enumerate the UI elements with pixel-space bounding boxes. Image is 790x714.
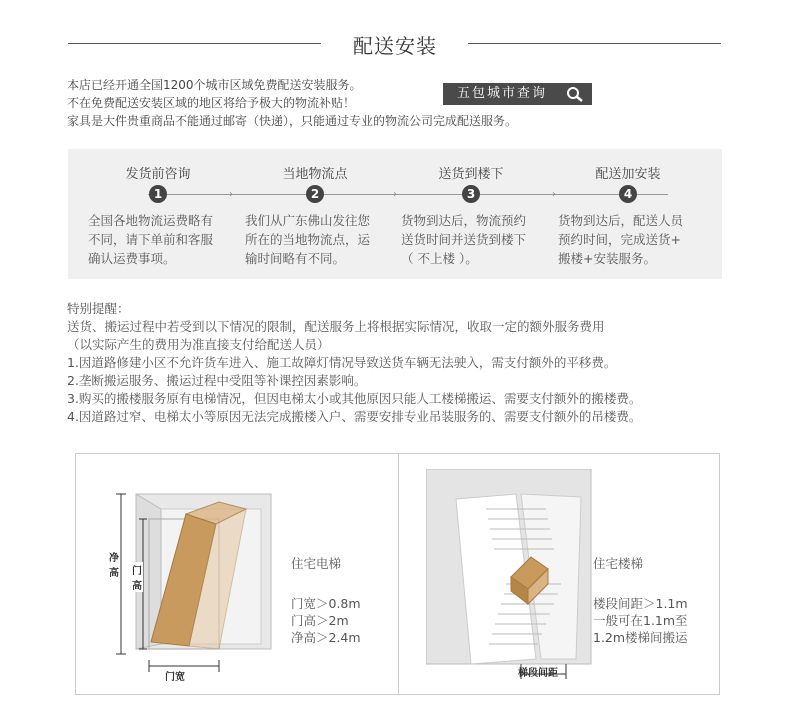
door-height-label: 门高 bbox=[132, 562, 143, 592]
notes-line: （以实际产生的费用为准直接支付给配送人员） bbox=[67, 337, 330, 352]
delivery-steps bbox=[68, 149, 722, 279]
city-query-label: 五包城市查询 bbox=[457, 86, 548, 101]
illustration-divider bbox=[398, 454, 399, 694]
step-4-title: 配送加安装 bbox=[595, 167, 661, 182]
stairs-spec: 楼段间距＞1.1m bbox=[593, 596, 688, 611]
step-1-title: 发货前咨询 bbox=[125, 167, 191, 182]
arrow-icon: › bbox=[393, 189, 397, 200]
intro-line-2: 不在免费配送安装区域的地区将给予极大的物流补贴！ bbox=[67, 96, 356, 110]
size-illustrations bbox=[75, 453, 720, 695]
intro-line-3: 家具是大件贵重商品不能通过邮寄（快递），只能通过专业的物流公司完成配送服务。 bbox=[67, 114, 518, 128]
step-1-number: 1 bbox=[149, 185, 167, 203]
elevator-title: 住宅电梯 bbox=[291, 556, 342, 571]
elevator-spec: 门高＞2m bbox=[291, 613, 349, 628]
stair-span-label: 梯段间距 bbox=[518, 668, 558, 679]
notes-line: 送货、搬运过程中若受到以下情况的限制，配送服务上将根据实际情况，收取一定的额外服务费用 bbox=[67, 319, 605, 334]
page-title: 配送安装 bbox=[353, 34, 437, 58]
stairs-spec: 1.2m楼梯间搬运 bbox=[593, 630, 688, 645]
step-2-number: 2 bbox=[306, 185, 324, 203]
stairs-illustration bbox=[426, 469, 606, 684]
steps-connector bbox=[148, 194, 668, 195]
step-2-desc: 我们从广东佛山发往您 所在的当地物流点，运 输时间略有不同。 bbox=[245, 213, 371, 266]
stairs-spec: 一般可在1.1m至 bbox=[593, 613, 688, 628]
notes-line: 3.购买的搬楼服务原有电梯情况，但因电梯太小或其他原因只能人工楼梯搬运、需要支付额外的搬楼费。 bbox=[67, 391, 642, 406]
door-width-label: 门宽 bbox=[165, 672, 185, 683]
step-4-number: 4 bbox=[619, 185, 637, 203]
net-height-label: 净高 bbox=[109, 549, 120, 579]
stairs-title: 住宅楼梯 bbox=[593, 556, 644, 571]
arrow-icon: › bbox=[552, 189, 556, 200]
arrow-icon: › bbox=[229, 189, 233, 200]
step-2-title: 当地物流点 bbox=[282, 167, 348, 182]
notes-line: 2.垄断搬运服务、搬运过程中受阻等补课控因素影响。 bbox=[67, 373, 367, 388]
step-1-desc: 全国各地物流运费略有 不同，请下单前和客服 确认运费事项。 bbox=[88, 213, 214, 266]
step-4-desc: 货物到达后，配送人员 预约时间，完成送货+ 搬楼+安装服务。 bbox=[558, 213, 684, 266]
intro-line-1: 本店已经开通全国1200个城市区域免费配送安装服务。 bbox=[67, 78, 362, 92]
step-3-desc: 货物到达后，物流预约 送货时间并送货到楼下 （ 不上楼 ）。 bbox=[401, 213, 527, 266]
elevator-spec: 门宽＞0.8m bbox=[291, 596, 361, 611]
search-icon bbox=[566, 86, 584, 102]
step-3-number: 3 bbox=[462, 185, 480, 203]
notes-heading: 特别提醒： bbox=[67, 301, 130, 316]
step-3-title: 送货到楼下 bbox=[438, 167, 504, 182]
notes-line: 4.因道路过窄、电梯太小等原因无法完成搬楼入户、需要安排专业吊装服务的、需要支付额外的吊楼费。 bbox=[67, 409, 642, 424]
special-notes bbox=[67, 300, 641, 426]
elevator-spec: 净高＞2.4m bbox=[291, 630, 361, 645]
elevator-illustration bbox=[101, 474, 281, 684]
title-line-right bbox=[468, 43, 721, 44]
notes-line: 1.因道路修建小区不允许货车进入、施工故障灯情况导致送货车辆无法驶入，需支付额外的平移费。 bbox=[67, 355, 617, 370]
city-query-button[interactable] bbox=[443, 83, 592, 105]
